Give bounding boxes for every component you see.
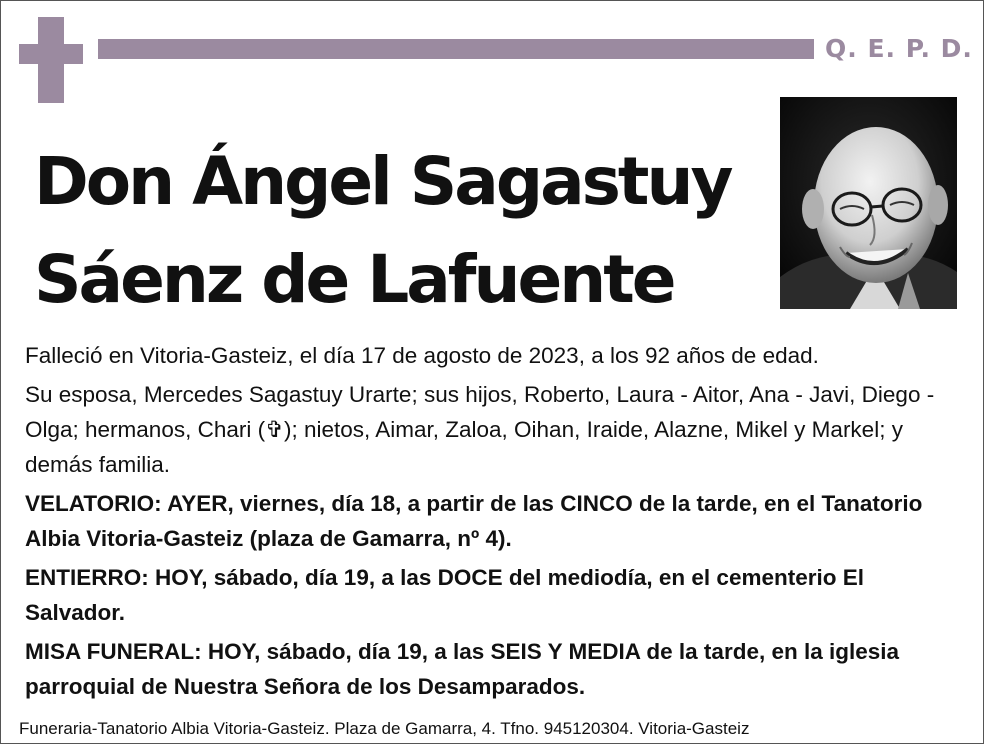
deceased-name (34, 133, 754, 329)
misa-paragraph: MISA FUNERAL: HOY, sábado, día 19, a las SEIS Y MEDIA de la tarde, en la iglesia parroquial de Nuestra Señora de los Desamparados. (25, 639, 900, 699)
funeral-home-footer: Funeraria-Tanatorio Albia Vitoria-Gasteiz. Plaza de Gamarra, 4. Tfno. 945120304. Vitoria-Gasteiz (19, 719, 750, 738)
name-line-1: Don Ángel Sagastuy (34, 143, 731, 220)
portrait-photo (780, 97, 957, 309)
notice-body (25, 338, 955, 708)
cross-horizontal-bar (19, 44, 83, 64)
velatorio-paragraph: VELATORIO: AYER, viernes, día 18, a partir de las CINCO de la tarde, en el Tanatorio Albia Vitoria-Gasteiz (plaza de Gamarra, nº 4). (25, 491, 923, 551)
entierro-paragraph: ENTIERRO: HOY, sábado, día 19, a las DOCE del mediodía, en el cementerio El Salvador. (25, 565, 864, 625)
header-rule (98, 39, 814, 59)
name-line-2: Sáenz de Lafuente (34, 241, 674, 318)
death-paragraph: Falleció en Vitoria-Gasteiz, el día 17 de agosto de 2023, a los 92 años de edad. (25, 343, 819, 368)
cross-icon (19, 17, 83, 103)
family-paragraph: Su esposa, Mercedes Sagastuy Urarte; sus hijos, Roberto, Laura - Aitor, Ana - Javi, Diego - Olga; hermanos, Chari (✞); nietos, Aimar, Zaloa, Oihan, Iraide, Alazne, Mikel y Markel; y demás familia. (25, 382, 935, 477)
qepd-label: Q. E. P. D. (825, 34, 973, 63)
portrait-image (780, 97, 957, 309)
